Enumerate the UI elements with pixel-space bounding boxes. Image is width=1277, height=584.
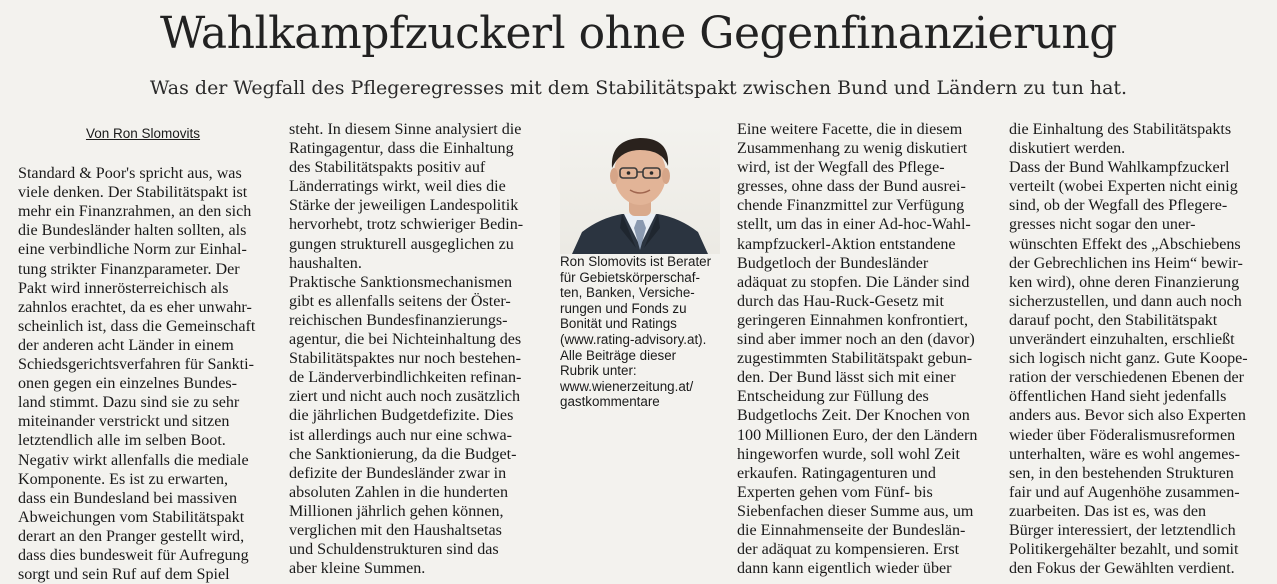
text-line: der Gebrechlichen ins Heim“ bewir- [1009,254,1243,272]
author-box [560,124,725,410]
text-line: ziert und nicht auch noch zusätzlich [289,388,521,406]
text-line: gastkommentare [560,394,660,410]
text-line: scheinlich ist, dass die Gemeinschaft [18,317,256,335]
text-line: Komponente. Es ist zu erwarten, [18,470,229,488]
text-line: che Sanktionierung, da die Budget- [289,445,517,463]
text-line: verteilt (wobei Experten nicht einig [1009,178,1238,196]
text-line: Negativ wirkt allenfalls die mediale [18,451,249,469]
text-line: die Einnahmenseite der Bundeslän- [737,521,966,539]
byline: Von Ron Slomovits [85,126,201,141]
author-portrait-image [560,124,720,254]
text-line: chende Finanzmittel zur Verfügung [737,197,965,215]
text-line: Pakt wird innerösterreichisch als [18,279,229,297]
text-line: haushalten. [289,254,362,272]
text-line: der anderen acht Länder in einem [18,336,234,354]
text-line: verglichen mit den Haushaltsetas [289,521,502,539]
text-line: unverändert einzuhalten, erschließt [1009,331,1235,349]
text-line: Standard & Poor's spricht aus, was [18,165,242,183]
text-line: sich logisch nicht ganz. Gute Koope- [1009,350,1248,368]
text-line: defizite der Bundesländer zwar in [289,464,507,482]
text-line: onen gegen ein einzelnes Bundes- [18,375,237,393]
text-line: Dass der Bund Wahlkampfzuckerl [1009,159,1230,177]
author-photo [560,124,720,254]
text-line: Praktische Sanktionsmechanismen [289,273,513,291]
text-line: Entscheidung zur Füllung des [737,388,929,406]
text-line: Politikergehälter bezahlt, und somit [1009,541,1239,559]
article-column-3 [737,120,987,578]
text-line: Millionen jährlich gehen können, [289,502,504,520]
text-line: ten, Banken, Versiche- [560,285,695,301]
column-info-note [560,348,725,410]
text-line: sind aber immer noch an den (davor) [737,331,975,349]
text-line: kampfzuckerl-Aktion entstandene [737,235,956,253]
text-line: www.wienerzeitung.at/ [560,378,694,394]
text-line: ist allerdings auch nur eine schwa- [289,426,513,444]
text-line: den. Der Bund lässt sich mit einer [737,369,956,387]
text-line: Bürger interessiert, der letztendlich [1009,521,1236,539]
column-text [1009,120,1259,578]
text-line: hingeworfen wurde, soll wohl Zeit [737,445,961,463]
text-line: zahnlos erachtet, da es eher unwahr- [18,298,252,316]
text-line: geringeren Einnahmen konfrontiert, [737,311,969,329]
text-line: zuarbeiten. Das ist es, was den [1009,502,1207,520]
text-line: steht. In diesem Sinne analysiert die [289,121,522,138]
text-line: Rubrik unter: [560,363,637,379]
column-text [289,120,545,578]
headline: Wahlkampfzuckerl ohne Gegenfinanzierung [160,8,1117,59]
text-line: durch das Hau-Ruck-Gesetz mit [737,292,944,310]
text-line: dass ein Bundesland bei massiven [18,489,238,507]
text-line: Budgetloch der Bundesländer [737,254,929,272]
text-line: letztendlich alle im selben Boot. [18,432,226,450]
text-line: stellt, um das in einer Ad-hoc-Wahl- [737,216,971,234]
text-line: dass dies bundesweit für Aufregung [18,546,249,564]
text-line: diskutiert werden. [1009,140,1126,158]
text-line: sorgt und sein Ruf auf dem Spiel [18,566,230,584]
text-line: (www.rating-advisory.at). [560,331,707,347]
text-line: viele denken. Der Stabilitätspakt ist [18,184,248,202]
text-line: Ron Slomovits ist Berater [560,254,712,269]
text-line: des Stabilitätspakts positiv auf [289,159,486,177]
text-line: Budgetlochs Zeit. Der Knochen von [737,407,970,425]
text-line: gresses, ohne dass der Bund ausrei- [737,178,966,196]
text-line: ken wird), ohne deren Finanzierung [1009,273,1240,291]
article-column-1 [18,120,268,584]
text-line: wieder über Föderalismusreformen [1009,426,1236,444]
author-caption [560,254,725,348]
column-text [737,120,987,578]
text-line: unterhalten, wäre es wohl angemes- [1009,445,1241,463]
article-column-2 [289,120,545,578]
text-line: Länderratings wirkt, weil dies die [289,178,506,196]
text-line: Siebenfachen dieser Summe aus, um [737,502,974,520]
text-line: wird, ist der Wegfall des Pflege- [737,159,945,177]
text-line: 100 Millionen Euro, der den Ländern [737,426,978,444]
text-line: darauf pocht, den Stabilitätspakt [1009,311,1218,329]
text-line: Alle Beiträge dieser [560,347,677,363]
text-line: erkaufen. Ratingagenturen und [737,464,936,482]
text-line: ration der verschiedenen Ebenen der [1009,369,1245,387]
text-line: rungen und Fonds zu [560,300,687,316]
text-line: wünschten Effekt des „Abschiebens [1009,235,1241,253]
text-line: der adäquat zu kompensieren. Erst [737,541,960,559]
text-line: eine verbindliche Norm zur Einhal- [18,241,247,259]
text-line: gungen strukturell ausgeglichen zu [289,235,514,253]
article-column-4 [1009,120,1259,578]
text-line: die Bundesländer halten sollten, als [18,222,247,240]
text-line: und Schuldenstrukturen sind das [289,541,499,559]
column-text [18,164,268,584]
text-line: Ratingagentur, dass die Einhaltung [289,140,514,158]
text-line: Schiedsgerichtsverfahren für Sankti- [18,356,254,374]
text-line: agentur, die bei Nichteinhaltung des [289,331,522,349]
text-line: für Gebietskörperschaf- [560,269,700,285]
text-line: gibt es allenfalls seitens der Öster- [289,292,511,310]
text-line: Abweichungen vom Stabilitätspakt [18,508,245,526]
text-line: sind, ob der Wegfall des Pflegere- [1009,197,1228,215]
text-line: dann kann eigentlich wieder über [737,560,952,578]
text-line: de Länderverbindlichkeiten refinan- [289,369,522,387]
text-line: Stabilitätspaktes nur noch bestehen- [289,350,521,368]
text-line: land stimmt. Dazu sind sie zu sehr [18,394,240,412]
text-line: tung strikter Finanzparameter. Der [18,260,240,278]
text-line: die Einhaltung des Stabilitätspakts [1009,121,1232,138]
text-line: die jährlichen Budgetdefizite. Dies [289,407,514,425]
text-line: gresses nicht sogar den uner- [1009,216,1196,234]
text-line: reichischen Bundesfinanzierungs- [289,311,508,329]
text-line: miteinander verstrickt und sitzen [18,413,230,431]
subheadline: Was der Wegfall des Pflegeregresses mit dem Stabilitätspakt zwischen Bund und Ländern zu tun hat. [149,77,1128,99]
text-line: adäquat zu stopfen. Die Länder sind [737,273,970,291]
text-line: zugestimmten Stabilitätspakt gebun- [737,350,973,368]
text-line: mehr ein Finanzrahmen, an den sich [18,203,252,221]
text-line: absoluten Zahlen in die hunderten [289,483,508,501]
text-line: den Fokus der Gewählten verdient. [1009,560,1235,578]
text-line: Stärke der jeweiligen Landespolitik [289,197,519,215]
text-line: hervorhebt, trotz schwieriger Bedin- [289,216,524,234]
text-line: aber kleine Summen. [289,560,426,578]
text-line: öffentlichen Hand sieht jedenfalls [1009,388,1227,406]
text-line: derart an den Pranger gestellt wird, [18,527,245,545]
text-line: Experten gehen vom Fünf- bis [737,483,933,501]
text-line: anders aus. Bevor sich also Experten [1009,407,1246,425]
text-line: Bonität und Ratings [560,316,677,332]
text-line: Eine weitere Facette, die in diesem [737,121,963,138]
text-line: fair und auf Augenhöhe zusammen- [1009,483,1240,501]
text-line: Zusammenhang zu wenig diskutiert [737,140,968,158]
text-line: sen, in den bestehenden Strukturen [1009,464,1234,482]
text-line: sicherzustellen, und dann auch noch [1009,292,1242,310]
